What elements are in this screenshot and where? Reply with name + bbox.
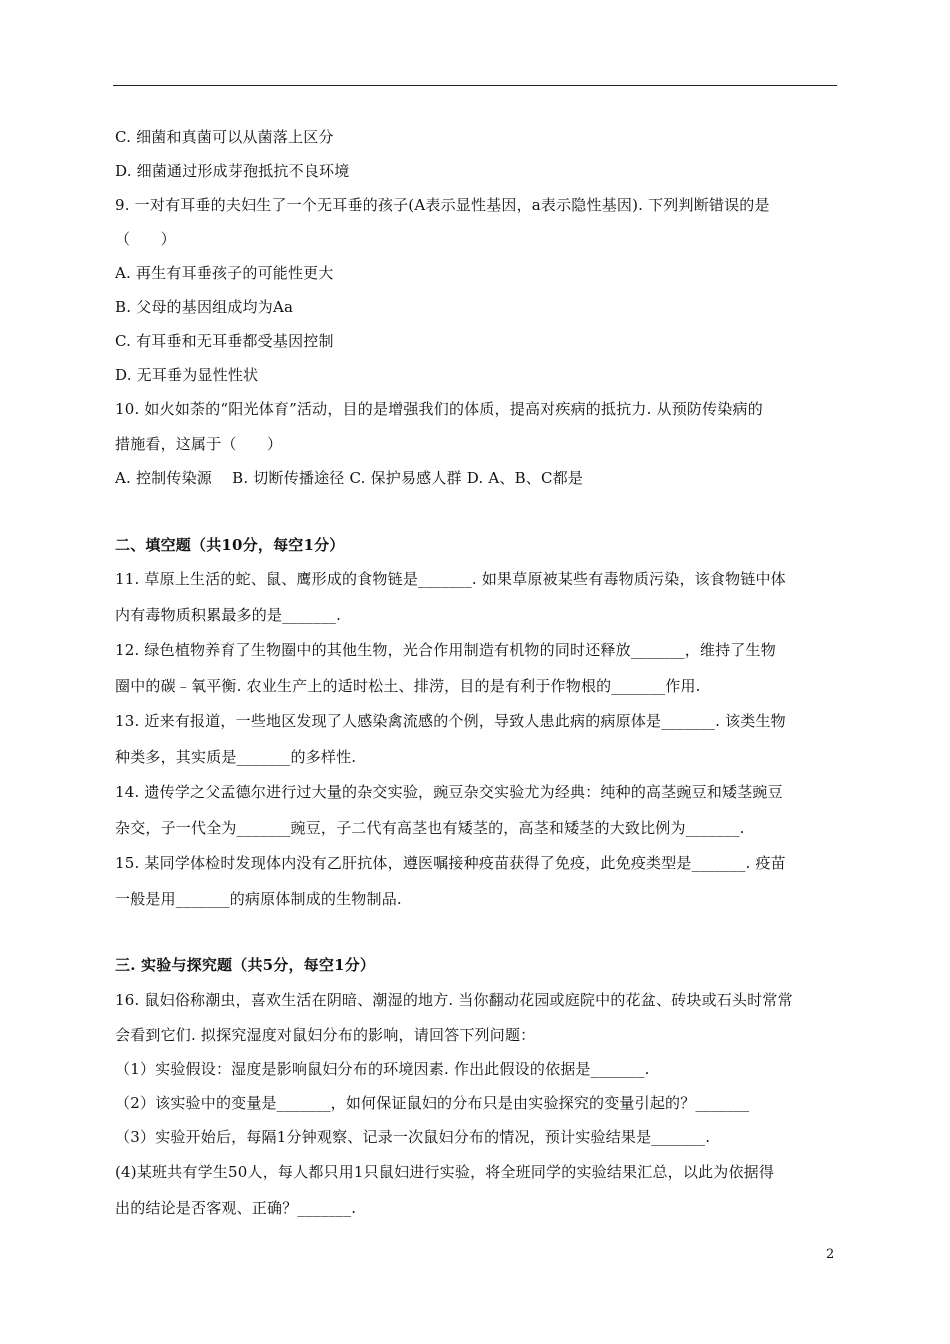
q15-line1: 15. 某同学体检时发现体内没有乙肝抗体，遵医嘱接种疫苗获得了免疫，此免疫类型是_______. 疫苗 (115, 854, 786, 872)
q9-stem: 9. 一对有耳垂的夫妇生了一个无耳垂的孩子(A表示显性基因，a表示隐性基因). 下列判断错误的是 (115, 196, 770, 214)
section3-title: 三. 实验与探究题（共5分，每空1分） (115, 956, 376, 974)
q9-option-c: C. 有耳垂和无耳垂都受基因控制 (115, 332, 334, 350)
q13-line1: 13. 近来有报道，一些地区发现了人感染禽流感的个例，导致人患此病的病原体是_______. 该类生物 (115, 712, 786, 730)
q9-option-a: A. 再生有耳垂孩子的可能性更大 (115, 264, 334, 282)
q8-option-c: C. 细菌和真菌可以从菌落上区分 (115, 128, 334, 146)
q13-line2: 种类多，其实质是_______的多样性. (115, 748, 357, 766)
q15-line2: 一般是用_______的病原体制成的生物制品. (115, 890, 402, 908)
q12-line2: 圈中的碳﹣氧平衡. 农业生产上的适时松土、排涝，目的是有利于作物根的_______作用. (115, 677, 701, 695)
q9-option-d: D. 无耳垂为显性性状 (115, 366, 259, 384)
q8-option-d: D. 细菌通过形成芽孢抵抗不良环境 (115, 162, 350, 180)
q16-line2: 会看到它们. 拟探究湿度对鼠妇分布的影响，请回答下列问题： (115, 1026, 536, 1044)
q16-line1: 16. 鼠妇俗称潮虫，喜欢生活在阴暗、潮湿的地方. 当你翻动花园或庭院中的花盆、砖块或石头时常常 (115, 991, 793, 1009)
q14-line2: 杂交，子一代全为_______豌豆，子二代有高茎也有矮茎的，高茎和矮茎的大致比例为_______. (115, 819, 745, 837)
q10-options: A. 控制传染源 B. 切断传播途径 C. 保护易感人群 D. A、B、C都是 (115, 469, 584, 487)
q16-part4-line2: 出的结论是否客观、正确？_______. (115, 1199, 357, 1217)
q16-part2: （2）该实验中的变量是_______，如何保证鼠妇的分布只是由实验探究的变量引起的？_______ (115, 1094, 750, 1112)
q9-option-b: B. 父母的基因组成均为Aa (115, 298, 294, 316)
q16-part1: （1）实验假设：湿度是影响鼠妇分布的环境因素. 作出此假设的依据是_______. (115, 1060, 650, 1078)
q9-paren: （ ） (115, 230, 176, 248)
q10-stem-line2: 措施看，这属于（ ） (115, 435, 283, 453)
q16-part4-line1: (4)某班共有学生50人，每人都只用1只鼠妇进行实验，将全班同学的实验结果汇总，以此为依据得 (115, 1163, 775, 1181)
section2-title: 二、填空题（共10分，每空1分） (115, 536, 345, 554)
q11-line1: 11. 草原上生活的蛇、鼠、鹰形成的食物链是_______. 如果草原被某些有毒物质污染，该食物链中体 (115, 570, 786, 588)
q16-part3: （3）实验开始后，每隔1分钟观察、记录一次鼠妇分布的情况，预计实验结果是_______. (115, 1128, 711, 1146)
page-number: 2 (826, 1247, 835, 1262)
q12-line1: 12. 绿色植物养育了生物圈中的其他生物，光合作用制造有机物的同时还释放_______，维持了生物 (115, 641, 776, 659)
q11-line2: 内有毒物质积累最多的是_______. (115, 606, 342, 624)
q10-stem-line1: 10. 如火如荼的“阳光体育”活动，目的是增强我们的体质，提高对疾病的抵抗力. 从预防传染病的 (115, 400, 763, 418)
q14-line1: 14. 遗传学之父孟德尔进行过大量的杂交实验，豌豆杂交实验尤为经典：纯种的高茎豌豆和矮茎豌豆 (115, 783, 783, 801)
header-rule (113, 85, 837, 86)
